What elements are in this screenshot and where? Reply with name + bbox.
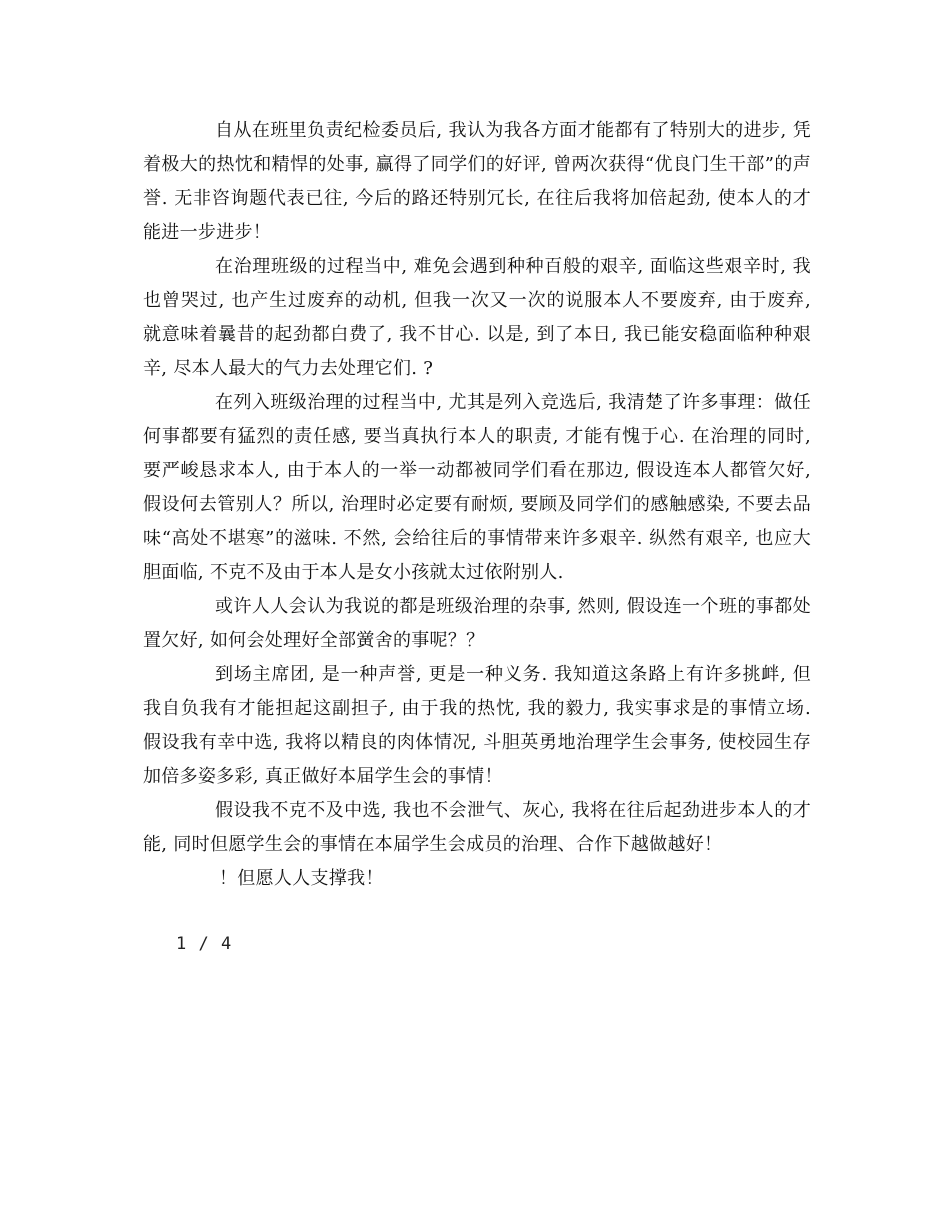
document-body <box>143 114 811 896</box>
paragraph-5: 到场主席团, 是一种声誉, 更是一种义务. 我知道这条路上有许多挑衅, 但我自负我有才能担起这副担子, 由于我的热忱, 我的毅力, 我实事求是的事情立场. 假设我有幸中选, 我将以精良的肉体情况, 斗胆英勇地治理学生会事务, 使校园生存加倍多姿多彩, 真正做好本届学生会的事情！ <box>143 664 811 787</box>
paragraph-1: 自从在班里负责纪检委员后, 我认为我各方面才能都有了特别大的进步, 凭着极大的热忱和精悍的处事, 赢得了同学们的好评, 曾两次获得“优良门生干部”的声誉. 无非咨询题代表已往, 今后的路还特别冗长, 在往后我将加倍起劲, 使本人的才能进一步进步！ <box>143 120 811 243</box>
closing-line: ！但愿人人支撑我！ <box>219 868 384 889</box>
paragraph-6: 假设我不克不及中选, 我也不会泄气、灰心, 我将在往后起劲进步本人的才能, 同时但愿学生会的事情在本届学生会成员的治理、合作下越做越好！ <box>143 800 811 855</box>
page-number: 1 / 4 <box>176 934 233 954</box>
paragraph-2: 在治理班级的过程当中, 难免会遇到种种百般的艰辛, 面临这些艰辛时, 我也曾哭过, 也产生过废弃的动机, 但我一次又一次的说服本人不要废弃, 由于废弃, 就意味着曩昔的起劲都白费了, 我不甘心. 以是, 到了本日, 我已能安稳面临种种艰辛, 尽本人最大的气力去处理它们. ? <box>143 256 811 379</box>
paragraph-3: 在列入班级治理的过程当中, 尤其是列入竞选后, 我清楚了许多事理：做任何事都要有猛烈的责任感, 要当真执行本人的职责, 才能有愧于心. 在治理的同时, 要严峻恳求本人, 由于本人的一举一动都被同学们看在那边, 假设连本人都管欠好, 假设何去管别人？所以, 治理时必定要有耐烦, 要顾及同学们的感触感染, 不要去品味“高处不堪寒”的滋味. 不然, 会给往后的事情带来许多艰辛. 纵然有艰辛, 也应大胆面临, 不克不及由于本人是女小孩就太过依附别人. <box>143 392 811 583</box>
paragraph-4: 或许人人会认为我说的都是班级治理的杂事, 然则, 假设连一个班的事都处置欠好, 如何会处理好全部黉舍的事呢？？ <box>143 596 811 651</box>
